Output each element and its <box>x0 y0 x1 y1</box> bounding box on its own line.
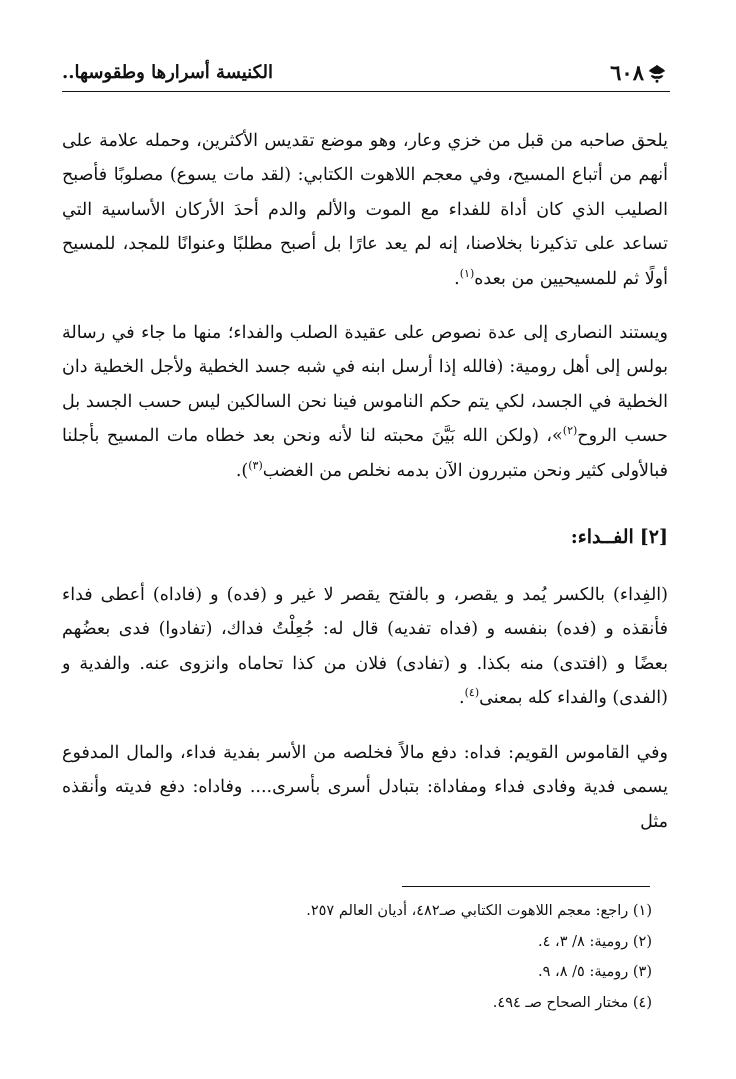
paragraph-end: . <box>459 688 465 709</box>
footnote-ref: (٢) <box>562 424 578 438</box>
page-body <box>62 124 668 839</box>
paragraph-text: وفي القاموس القويم: فداه: دفع مالاً فخلصه من الأسر بفدية فداء، والمال المدفوع يسمى فدية وفادى فداء ومفاداة: بتبادل أسرى بأسرى.... وفاداه: دفع فديته وأنقذه مثل <box>62 742 668 832</box>
page-number-block <box>610 58 668 88</box>
footnote-item: (٢) رومية: ٨/ ٣، ٤. <box>538 933 652 950</box>
paragraph-text: ويستند النصارى إلى عدة نصوص على عقيدة الصلب والفداء؛ منها ما جاء في رسالة بولس إلى أهل رومية: (فالله إذا أرسل ابنه في شبه جسد الخطية ولأجل الخطية دان الخطية في الجسد، لكي يتم حكم الناموس فينا نحن السالكين ليس حسب الجسد بل حسب الروح <box>62 323 668 447</box>
paragraph-qamus-qawim <box>62 736 668 839</box>
footnote-ref: (١) <box>459 266 475 280</box>
header-rule <box>62 91 670 92</box>
section-heading <box>62 522 668 552</box>
paragraph-text: »، (ولكن الله بَيَّنَ محبته لنا لأنه ونحن بعد خطاه مات المسيح بأجلنا فبالأولى كثير ونحن متبررون الآن بدمه نخلص من الغضب <box>62 426 668 481</box>
footnote-rule <box>402 886 650 887</box>
paragraph-text: (الفِداء) بالكسر يُمد و يقصر، و بالفتح يقصر لا غير و (فده) و (فاداه) أعطى فداء فأنقذه و (فده) بنفسه و (فداه تفديه) قال له: جُعِلْتُ فداك، (تفادوا) فدى بعضُهم بعضًا و (افتدى) منه بكذا. و (تفادى) فلان من كذا تحاماه وانزوى عنه. والفدية و (الفدى) والفداء كله بمعنى <box>62 585 668 709</box>
footnote-item: (٣) رومية: ٥/ ٨، ٩. <box>538 964 652 980</box>
paragraph-text: يلحق صاحبه من قبل من خزي وعار، وهو موضع تقديس الأكثرين، وحمله علامة على أنهم من أتباع المسيح، وفي معجم اللاهوت الكتابي: (لقد مات يسوع) مصلوبًا فأصبح الصليب الذي كان أداة للفداء مع الموت والألم والدم أحدَ الأركان الأساسية التي تساعد على تذكيرنا بخلاصنا، إنه لم يعد عارًا بل أصبح مطلبًا وعنوانًا للمجد، للمسيح أولًا ثم للمسيحيين من بعده <box>62 131 668 289</box>
footnotes-list <box>62 896 652 1018</box>
paragraph-redemption-definition <box>62 578 668 716</box>
paragraph-end: . <box>454 268 460 289</box>
section-number: [٢] <box>639 526 668 549</box>
section-title: الفــداء: <box>570 526 634 549</box>
paragraph-cross-glory <box>62 124 668 296</box>
ornament-icon <box>646 62 668 84</box>
page-number: ٦٠٨ <box>610 60 644 85</box>
paragraph-crucifixion-texts <box>62 316 668 488</box>
page-header <box>62 58 668 88</box>
footnote-item: (١) راجع: معجم اللاهوت الكتابي صـ٤٨٢، أديان العالم ٢٥٧. <box>306 903 652 919</box>
footnote-ref: (٤) <box>464 686 480 700</box>
paragraph-end: ). <box>235 460 249 481</box>
footnote-ref: (٣) <box>248 458 263 472</box>
footnote-item: (٤) مختار الصحاح صـ ٤٩٤. <box>492 994 652 1011</box>
running-title: الكنيسة أسرارها وطقوسها.. <box>62 62 274 83</box>
